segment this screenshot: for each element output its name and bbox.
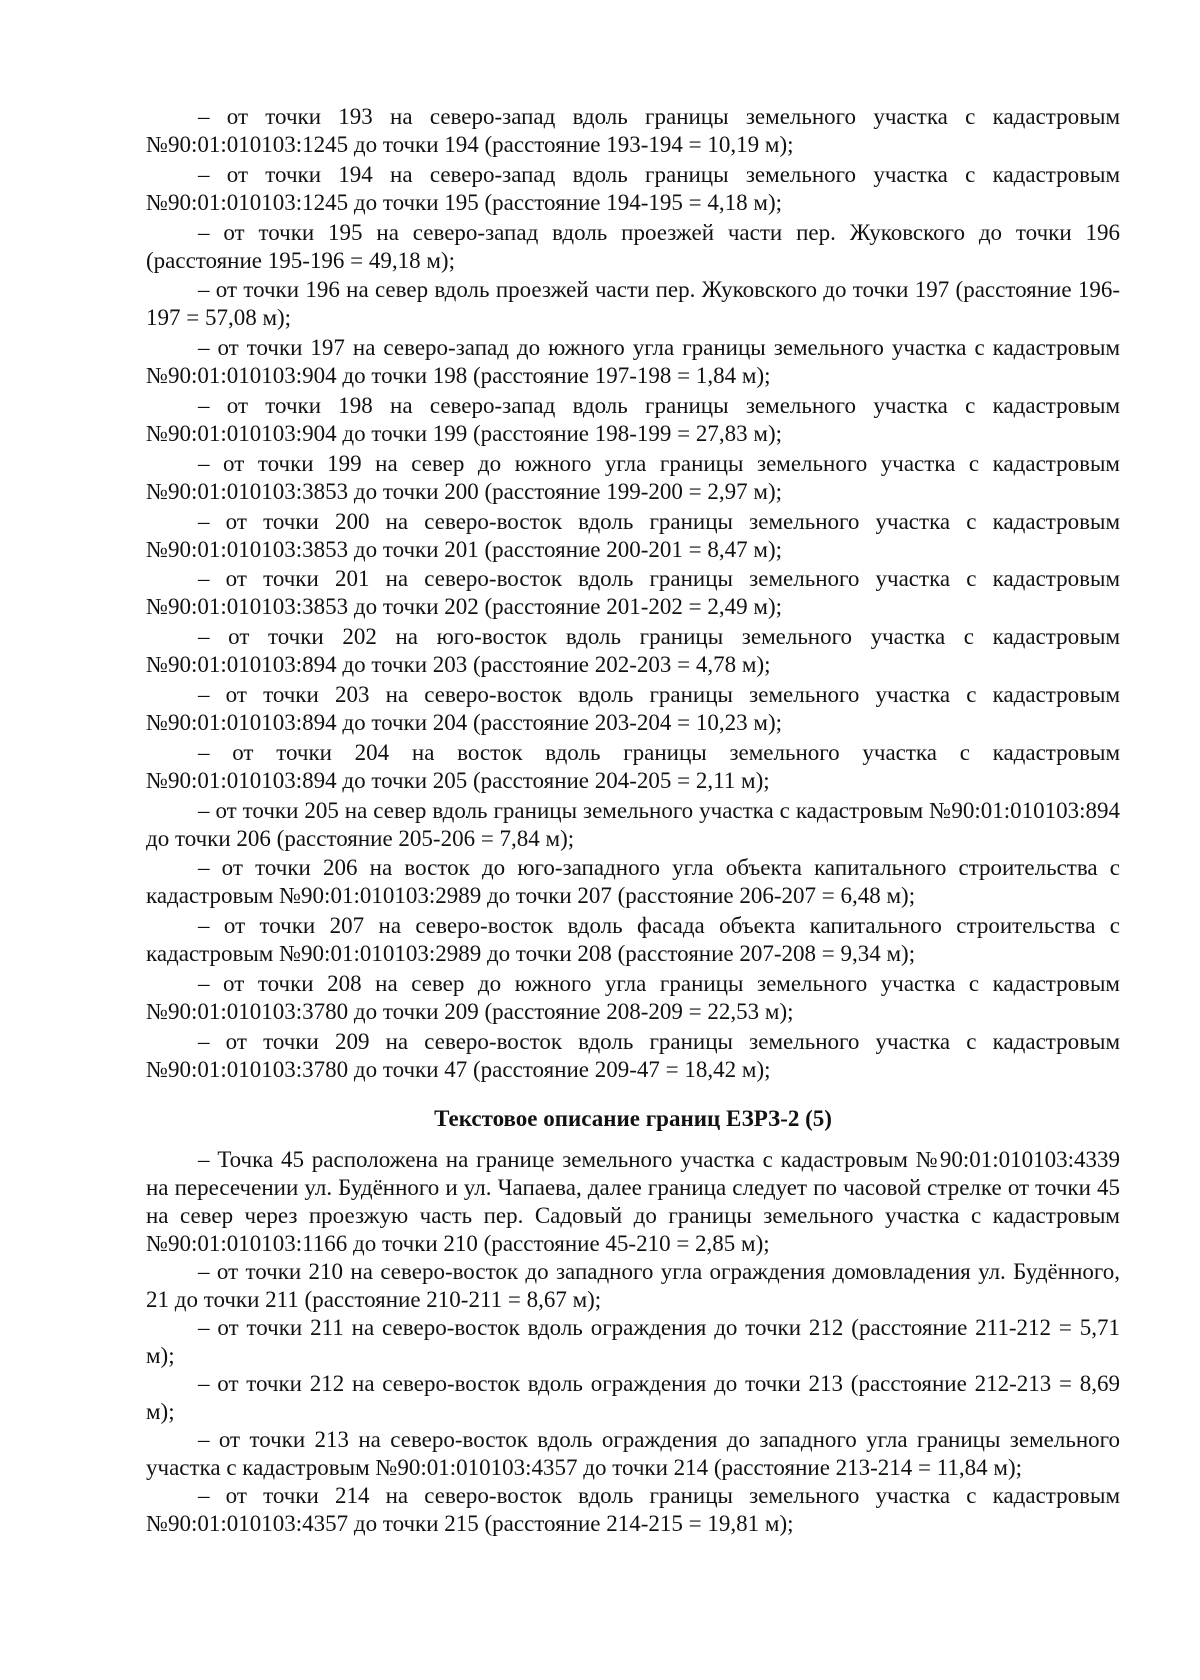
boundary-paragraph: – от точки 211 на северо-восток вдоль ограждения до точки 212 (расстояние 211-212 = 5,71 м); (146, 1314, 1120, 1368)
boundary-paragraph: – от точки 203 на северо-восток вдоль границы земельного участка с кадастровым №90:01:010103:894 до точки 204 (расстояние 203-204 = 10,23 м); (146, 681, 1120, 735)
section-heading: Текстовое описание границ ЕЗРЗ-2 (5) (434, 1105, 832, 1131)
boundary-paragraph: – от точки 212 на северо-восток вдоль ограждения до точки 213 (расстояние 212-213 = 8,69 м); (146, 1370, 1120, 1424)
boundary-paragraph: – Точка 45 расположена на границе земельного участка с кадастровым №90:01:010103:4339 на пересечении ул. Будённого и ул. Чапаева, далее граница следует по часовой стрелке от точки 45 на север через проезжую часть пер. Садовый до границы земельного участка с кадастровым №90:01:010103:1166 до точки 210 (расстояние 45-210 = 2,85 м); (146, 1146, 1120, 1256)
boundary-paragraph: – от точки 206 на восток до юго-западного угла объекта капитального строительства с кадастровым №90:01:010103:2989 до точки 207 (расстояние 206-207 = 6,48 м); (146, 855, 1120, 909)
document-body (146, 103, 1120, 1538)
boundary-paragraph: – от точки 199 на север до южного угла границы земельного участка с кадастровым №90:01:010103:3853 до точки 200 (расстояние 199-200 = 2,97 м); (146, 450, 1120, 504)
boundary-paragraph: – от точки 207 на северо-восток вдоль фасада объекта капитального строительства с кадастровым №90:01:010103:2989 до точки 208 (расстояние 207-208 = 9,34 м); (146, 913, 1120, 967)
boundary-paragraph: – от точки 204 на восток вдоль границы земельного участка с кадастровым №90:01:010103:894 до точки 205 (расстояние 204-205 = 2,11 м); (146, 739, 1120, 793)
boundary-paragraph: – от точки 201 на северо-восток вдоль границы земельного участка с кадастровым №90:01:010103:3853 до точки 202 (расстояние 201-202 = 2,49 м); (146, 566, 1120, 620)
boundary-paragraph: – от точки 200 на северо-восток вдоль границы земельного участка с кадастровым №90:01:010103:3853 до точки 201 (расстояние 200-201 = 8,47 м); (146, 508, 1120, 562)
boundary-paragraph: – от точки 196 на север вдоль проезжей части пер. Жуковского до точки 197 (расстояние 196-197 = 57,08 м); (146, 277, 1120, 331)
boundary-paragraph: – от точки 195 на северо-запад вдоль проезжей части пер. Жуковского до точки 196 (расстояние 195-196 = 49,18 м); (146, 219, 1120, 273)
boundary-paragraph: – от точки 214 на северо-восток вдоль границы земельного участка с кадастровым №90:01:010103:4357 до точки 215 (расстояние 214-215 = 19,81 м); (146, 1482, 1120, 1536)
boundary-description-continued (146, 103, 1120, 1084)
boundary-paragraph: – от точки 208 на север до южного угла границы земельного участка с кадастровым №90:01:010103:3780 до точки 209 (расстояние 208-209 = 22,53 м); (146, 970, 1120, 1024)
boundary-paragraph: – от точки 213 на северо-восток вдоль ограждения до западного угла границы земельного участка с кадастровым №90:01:010103:4357 до точки 214 (расстояние 213-214 = 11,84 м); (146, 1426, 1120, 1480)
boundary-paragraph: – от точки 202 на юго-восток вдоль границы земельного участка с кадастровым №90:01:010103:894 до точки 203 (расстояние 202-203 = 4,78 м); (146, 624, 1120, 678)
boundary-paragraph: – от точки 197 на северо-запад до южного угла границы земельного участка с кадастровым №90:01:010103:904 до точки 198 (расстояние 197-198 = 1,84 м); (146, 335, 1120, 389)
boundary-paragraph: – от точки 210 на северо-восток до западного угла ограждения домовладения ул. Будённого, 21 до точки 211 (расстояние 210-211 = 8,67 м); (146, 1258, 1120, 1312)
boundary-paragraph: – от точки 193 на северо-запад вдоль границы земельного участка с кадастровым №90:01:010103:1245 до точки 194 (расстояние 193-194 = 10,19 м); (146, 104, 1120, 157)
boundary-paragraph: – от точки 198 на северо-запад вдоль границы земельного участка с кадастровым №90:01:010103:904 до точки 199 (расстояние 198-199 = 27,83 м); (146, 392, 1120, 446)
boundary-description-ezrz-2-5 (146, 1146, 1120, 1538)
boundary-paragraph: – от точки 209 на северо-восток вдоль границы земельного участка с кадастровым №90:01:010103:3780 до точки 47 (расстояние 209-47 = 18,42 м); (146, 1028, 1120, 1082)
boundary-paragraph: – от точки 205 на север вдоль границы земельного участка с кадастровым №90:01:010103:894 до точки 206 (расстояние 205-206 = 7,84 м); (146, 797, 1120, 851)
boundary-paragraph: – от точки 194 на северо-запад вдоль границы земельного участка с кадастровым №90:01:010103:1245 до точки 195 (расстояние 194-195 = 4,18 м); (146, 161, 1120, 215)
